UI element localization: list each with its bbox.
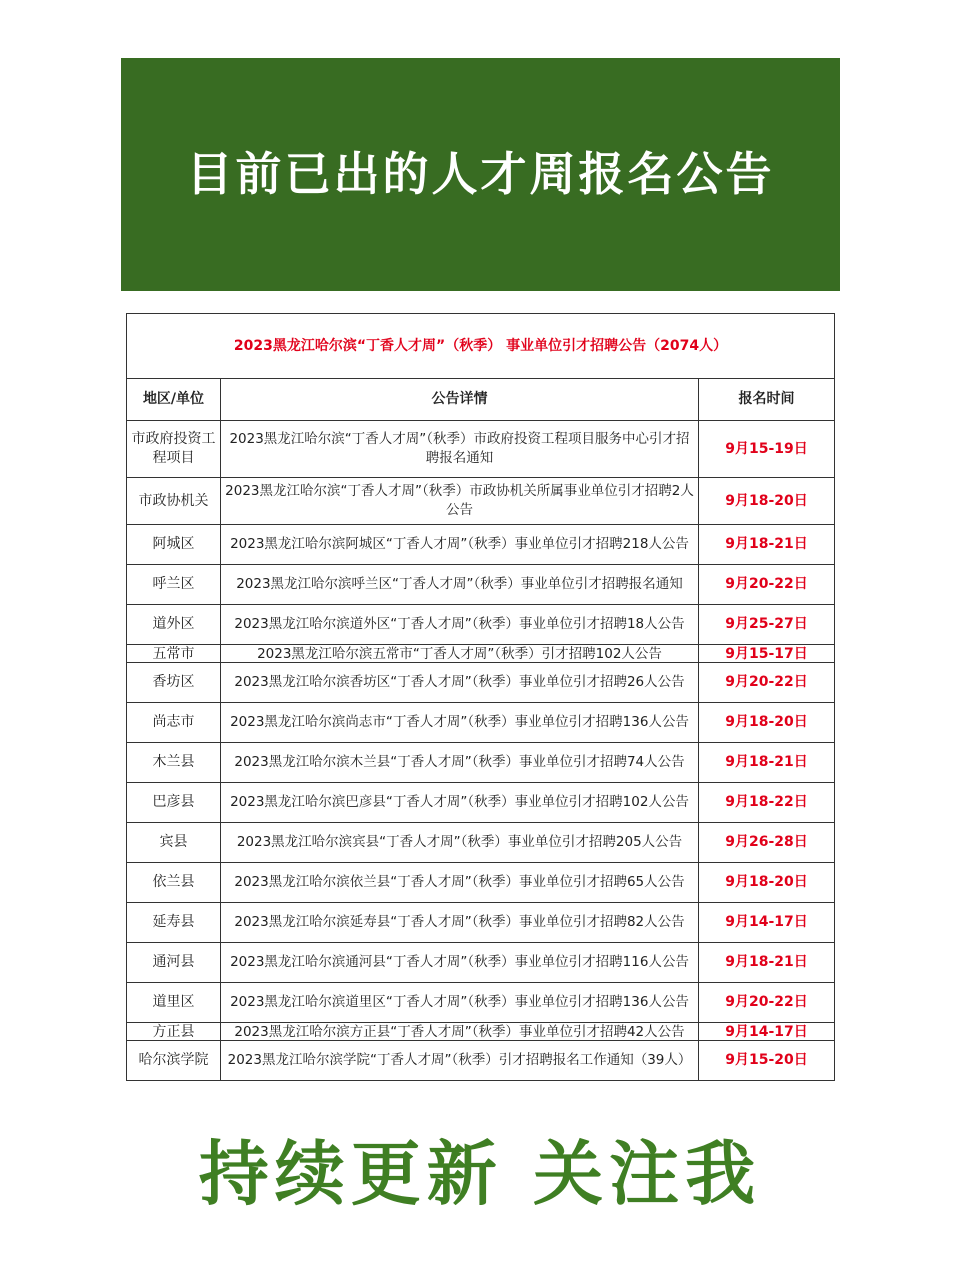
region-cell: 市政协机关 [127, 478, 221, 525]
table-row [127, 605, 835, 645]
table-row [127, 783, 835, 823]
detail-cell: 2023黑龙江哈尔滨巴彦县“丁香人才周”（秋季）事业单位引才招聘102人公告 [221, 783, 699, 823]
detail-cell: 2023黑龙江哈尔滨道里区“丁香人才周”（秋季）事业单位引才招聘136人公告 [221, 983, 699, 1023]
region-cell: 道外区 [127, 605, 221, 645]
table-row [127, 565, 835, 605]
detail-cell: 2023黑龙江哈尔滨“丁香人才周”（秋季）市政府投资工程项目服务中心引才招聘报名通知 [221, 421, 699, 478]
announcement-table-container [126, 313, 834, 1081]
table-body [127, 421, 835, 1081]
time-cell: 9月18-20日 [699, 703, 835, 743]
time-cell: 9月15-17日 [699, 645, 835, 663]
region-cell: 香坊区 [127, 663, 221, 703]
detail-cell: 2023黑龙江哈尔滨延寿县“丁香人才周”（秋季）事业单位引才招聘82人公告 [221, 903, 699, 943]
region-cell: 哈尔滨学院 [127, 1041, 221, 1081]
time-cell: 9月15-19日 [699, 421, 835, 478]
region-cell: 五常市 [127, 645, 221, 663]
region-cell: 木兰县 [127, 743, 221, 783]
table-row [127, 943, 835, 983]
time-cell: 9月26-28日 [699, 823, 835, 863]
time-cell: 9月18-22日 [699, 783, 835, 823]
announcement-table [126, 313, 835, 1081]
table-row [127, 703, 835, 743]
region-cell: 道里区 [127, 983, 221, 1023]
table-row [127, 1041, 835, 1081]
region-cell: 通河县 [127, 943, 221, 983]
detail-cell: 2023黑龙江哈尔滨“丁香人才周”（秋季）市政协机关所属事业单位引才招聘2人公告 [221, 478, 699, 525]
time-cell: 9月20-22日 [699, 983, 835, 1023]
detail-cell: 2023黑龙江哈尔滨五常市“丁香人才周”（秋季）引才招聘102人公告 [221, 645, 699, 663]
detail-cell: 2023黑龙江哈尔滨方正县“丁香人才周”（秋季）事业单位引才招聘42人公告 [221, 1023, 699, 1041]
region-cell: 巴彦县 [127, 783, 221, 823]
detail-cell: 2023黑龙江哈尔滨阿城区“丁香人才周”（秋季）事业单位引才招聘218人公告 [221, 525, 699, 565]
time-cell: 9月14-17日 [699, 903, 835, 943]
table-caption: 2023黑龙江哈尔滨“丁香人才周”（秋季） 事业单位引才招聘公告（2074人） [127, 314, 835, 379]
title-banner [121, 58, 840, 291]
page-title: 目前已出的人才周报名公告 [186, 146, 775, 201]
time-cell: 9月14-17日 [699, 1023, 835, 1041]
detail-cell: 2023黑龙江哈尔滨通河县“丁香人才周”（秋季）事业单位引才招聘116人公告 [221, 943, 699, 983]
region-cell: 阿城区 [127, 525, 221, 565]
table-row [127, 983, 835, 1023]
detail-cell: 2023黑龙江哈尔滨宾县“丁香人才周”（秋季）事业单位引才招聘205人公告 [221, 823, 699, 863]
table-row [127, 903, 835, 943]
table-row [127, 743, 835, 783]
detail-cell: 2023黑龙江哈尔滨尚志市“丁香人才周”（秋季）事业单位引才招聘136人公告 [221, 703, 699, 743]
header-region: 地区/单位 [127, 379, 221, 421]
region-cell: 尚志市 [127, 703, 221, 743]
table-row [127, 863, 835, 903]
table-row [127, 823, 835, 863]
detail-cell: 2023黑龙江哈尔滨学院“丁香人才周”（秋季）引才招聘报名工作通知（39人） [221, 1041, 699, 1081]
time-cell: 9月18-21日 [699, 743, 835, 783]
header-detail: 公告详情 [221, 379, 699, 421]
table-header-row [127, 379, 835, 421]
region-cell: 市政府投资工程项目 [127, 421, 221, 478]
time-cell: 9月18-21日 [699, 943, 835, 983]
region-cell: 呼兰区 [127, 565, 221, 605]
detail-cell: 2023黑龙江哈尔滨香坊区“丁香人才周”（秋季）事业单位引才招聘26人公告 [221, 663, 699, 703]
time-cell: 9月18-20日 [699, 863, 835, 903]
table-row [127, 525, 835, 565]
detail-cell: 2023黑龙江哈尔滨木兰县“丁香人才周”（秋季）事业单位引才招聘74人公告 [221, 743, 699, 783]
time-cell: 9月15-20日 [699, 1041, 835, 1081]
table-row [127, 478, 835, 525]
region-cell: 依兰县 [127, 863, 221, 903]
time-cell: 9月20-22日 [699, 565, 835, 605]
table-row [127, 1023, 835, 1041]
header-time: 报名时间 [699, 379, 835, 421]
table-row [127, 421, 835, 478]
time-cell: 9月18-21日 [699, 525, 835, 565]
table-row [127, 663, 835, 703]
region-cell: 宾县 [127, 823, 221, 863]
region-cell: 延寿县 [127, 903, 221, 943]
region-cell: 方正县 [127, 1023, 221, 1041]
table-row [127, 645, 835, 663]
footer-slogan: 持续更新 关注我 [198, 1133, 762, 1215]
time-cell: 9月25-27日 [699, 605, 835, 645]
time-cell: 9月18-20日 [699, 478, 835, 525]
detail-cell: 2023黑龙江哈尔滨道外区“丁香人才周”（秋季）事业单位引才招聘18人公告 [221, 605, 699, 645]
detail-cell: 2023黑龙江哈尔滨呼兰区“丁香人才周”（秋季）事业单位引才招聘报名通知 [221, 565, 699, 605]
time-cell: 9月20-22日 [699, 663, 835, 703]
detail-cell: 2023黑龙江哈尔滨依兰县“丁香人才周”（秋季）事业单位引才招聘65人公告 [221, 863, 699, 903]
